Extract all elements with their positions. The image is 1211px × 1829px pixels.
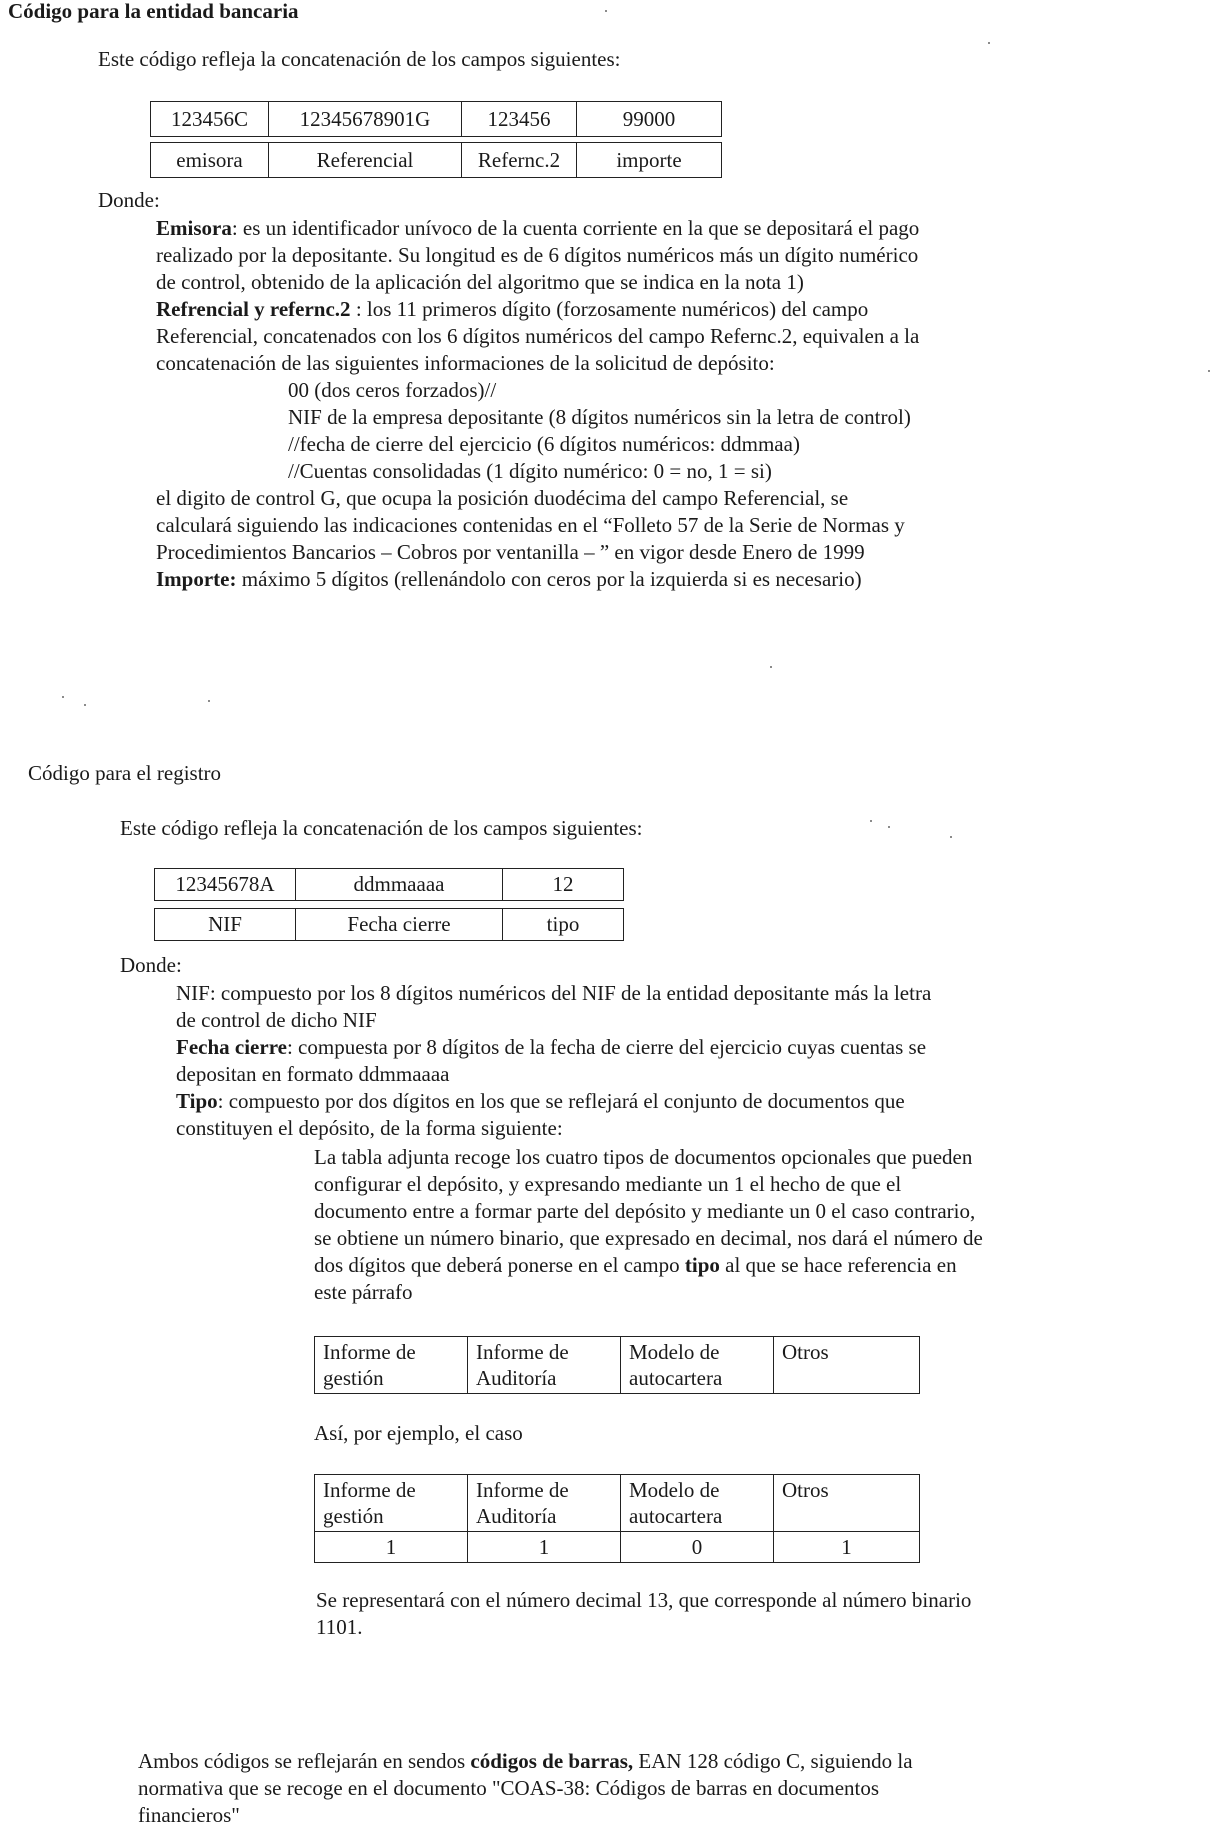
deposit-info-3: //fecha de cierre del ejercicio (6 dígitos numéricos: ddmmaa) [288, 432, 800, 456]
cell-nif-value: 12345678A [155, 869, 296, 901]
cell-nif-label: NIF [155, 909, 296, 941]
example-col-label: autocartera [629, 1504, 723, 1528]
tipo-expl-5c: al que se hace referencia en [719, 1253, 957, 1277]
tipo-text-1: : compuesto por dos dígitos en los que se reflejará el conjunto de documentos que [217, 1089, 905, 1113]
control-digit-2: calculará siguiendo las indicaciones contenidas en el “Folleto 57 de la Serie de Normas y [156, 513, 905, 537]
intro-registry: Este código refleja la concatenación de los campos siguientes: [120, 816, 643, 840]
cell-referencial-value: 12345678901G [269, 102, 462, 137]
example-col [315, 1475, 468, 1532]
fecha-term: Fecha cierre [176, 1035, 287, 1059]
example-result-1: Se representará con el número decimal 13, que corresponde al número binario [316, 1588, 972, 1612]
scan-speck [950, 836, 952, 838]
example-intro: Así, por ejemplo, el caso [314, 1421, 523, 1445]
referencial-text-1: : los 11 primeros dígito (forzosamente numéricos) del campo [350, 297, 869, 321]
scan-speck [870, 820, 872, 822]
donde-registry: Donde: [120, 953, 182, 977]
intro-bank: Este código refleja la concatenación de los campos siguientes: [98, 47, 621, 71]
nif-text-2: de control de dicho NIF [176, 1008, 377, 1032]
doc-types-table [314, 1336, 920, 1394]
tipo-expl-3: documento entre a formar parte del depósito y mediante un 0 el caso contrario, [314, 1199, 976, 1223]
example-col [468, 1475, 621, 1532]
example-bit: 1 [315, 1532, 468, 1563]
tipo-term: Tipo [176, 1089, 218, 1113]
nif-text-1: : compuesto por los 8 dígitos numéricos del NIF de la entidad depositante más la letra [209, 981, 932, 1005]
donde-bank: Donde: [98, 188, 160, 212]
referencial-text-3: concatenación de las siguientes informaciones de la solicitud de depósito: [156, 351, 775, 375]
tipo-expl-4: se obtiene un número binario, que expresado en decimal, nos dará el número de [314, 1226, 983, 1250]
example-col-label: gestión [323, 1504, 384, 1528]
example-col-label: Informe de [323, 1478, 416, 1502]
tipo-expl-2: configurar el depósito, y expresando mediante un 1 el hecho de que el [314, 1172, 902, 1196]
scan-speck [770, 666, 772, 668]
registry-labels-table [154, 908, 624, 941]
example-result [316, 1587, 1196, 1641]
cell-refernc2-label: Refernc.2 [462, 143, 577, 178]
example-col-label: Informe de [476, 1478, 569, 1502]
deposit-info-4: //Cuentas consolidadas (1 dígito numérico: 0 = no, 1 = si) [288, 459, 772, 483]
example-bit: 0 [621, 1532, 774, 1563]
doc-type-label: Modelo de [629, 1340, 720, 1364]
example-bit: 1 [774, 1532, 920, 1563]
scan-speck [62, 696, 64, 698]
example-col [774, 1475, 920, 1532]
cell-fecha-value: ddmmaaaa [296, 869, 503, 901]
scan-speck [605, 10, 607, 12]
scan-speck [1208, 370, 1210, 372]
emisora-definition [156, 215, 1166, 377]
control-digit-paragraph [156, 485, 1166, 593]
deposit-info-2: NIF de la empresa depositante (8 dígitos numéricos sin la letra de control) [288, 405, 911, 429]
doc-type-label: Auditoría [476, 1366, 557, 1390]
importe-text: máximo 5 dígitos (rellenándolo con ceros por la izquierda si es necesario) [236, 567, 862, 591]
tipo-expl-5a: dos dígitos que deberá ponerse en el campo [314, 1253, 685, 1277]
doc-type-label: Otros [782, 1340, 829, 1364]
bank-labels-table [150, 142, 722, 178]
registry-values-table [154, 868, 624, 901]
doc-type-label [782, 1365, 911, 1391]
emisora-text-1: : es un identificador unívoco de la cuenta corriente en la que se depositará el pago [231, 216, 920, 240]
cell-importe-label: importe [577, 143, 722, 178]
deposit-info-list [288, 377, 911, 485]
barcode-text-c: EAN 128 código C, siguiendo la [633, 1749, 913, 1773]
cell-referencial-label: Referencial [269, 143, 462, 178]
example-bit: 1 [468, 1532, 621, 1563]
tipo-expl-5b: tipo [684, 1253, 720, 1277]
cell-emisora-label: emisora [151, 143, 269, 178]
cell-fecha-label: Fecha cierre [296, 909, 503, 941]
barcode-text-2: normativa que se recoge en el documento "COAS-38: Códigos de barras en documentos [138, 1776, 880, 1800]
doc-type-label: gestión [323, 1366, 384, 1390]
doc-type-label: Informe de [476, 1340, 569, 1364]
doc-type-label: Informe de [323, 1340, 416, 1364]
example-col-label [782, 1503, 911, 1529]
cell-refernc2-value: 123456 [462, 102, 577, 137]
doc-type-col [774, 1337, 920, 1394]
example-result-2: 1101. [316, 1615, 363, 1639]
doc-type-col [621, 1337, 774, 1394]
emisora-term: Emisora [156, 216, 232, 240]
cell-tipo-value: 12 [503, 869, 624, 901]
doc-type-label: autocartera [629, 1366, 723, 1390]
example-col-label: Modelo de [629, 1478, 720, 1502]
control-digit-1: el digito de control G, que ocupa la posición duodécima del campo Referencial, se [156, 486, 849, 510]
fecha-text-1: : compuesta por 8 dígitos de la fecha de cierre del ejercicio cuyas cuentas se [286, 1035, 927, 1059]
control-digit-3: Procedimientos Bancarios – Cobros por ventanilla – ” en vigor desde Enero de 1999 [156, 540, 865, 564]
deposit-info-1: 00 (dos ceros forzados)// [288, 378, 497, 402]
bank-values-table [150, 101, 722, 137]
tipo-explanation [314, 1144, 1194, 1306]
importe-term: Importe: [156, 567, 237, 591]
cell-tipo-label: tipo [503, 909, 624, 941]
barcode-paragraph [138, 1748, 1178, 1829]
fecha-text-2: depositan en formato ddmmaaaa [176, 1062, 450, 1086]
emisora-text-2: realizado por la depositante. Su longitud es de 6 dígitos numéricos más un dígito numérico [156, 243, 919, 267]
scan-speck [888, 826, 890, 828]
tipo-expl-6: este párrafo [314, 1280, 413, 1304]
cell-importe-value: 99000 [577, 102, 722, 137]
tipo-expl-1: La tabla adjunta recoge los cuatro tipos de documentos opcionales que pueden [314, 1145, 973, 1169]
example-col [621, 1475, 774, 1532]
barcode-text-3: financieros" [138, 1803, 240, 1827]
referencial-text-2: Referencial, concatenados con los 6 dígitos numéricos del campo Refernc.2, equivalen a la [156, 324, 920, 348]
barcode-text-a: Ambos códigos se reflejarán en sendos [138, 1749, 471, 1773]
cell-emisora-value: 123456C [151, 102, 269, 137]
registry-definitions [176, 980, 1176, 1142]
barcode-term: códigos de barras, [470, 1749, 634, 1773]
referencial-term: Refrencial y refernc.2 [156, 297, 351, 321]
example-col-label: Otros [782, 1478, 829, 1502]
scan-speck [84, 704, 86, 706]
tipo-text-2: constituyen el depósito, de la forma siguiente: [176, 1116, 563, 1140]
example-col-label: Auditoría [476, 1504, 557, 1528]
example-table [314, 1474, 920, 1563]
emisora-text-3: de control, obtenido de la aplicación del algoritmo que se indica en la nota 1) [156, 270, 804, 294]
doc-type-col [315, 1337, 468, 1394]
section-title-bank: Código para la entidad bancaria [8, 0, 299, 23]
nif-term: NIF [176, 981, 210, 1005]
scan-speck [988, 42, 990, 44]
section-title-registry: Código para el registro [28, 761, 222, 785]
scan-speck [208, 700, 210, 702]
doc-type-col [468, 1337, 621, 1394]
